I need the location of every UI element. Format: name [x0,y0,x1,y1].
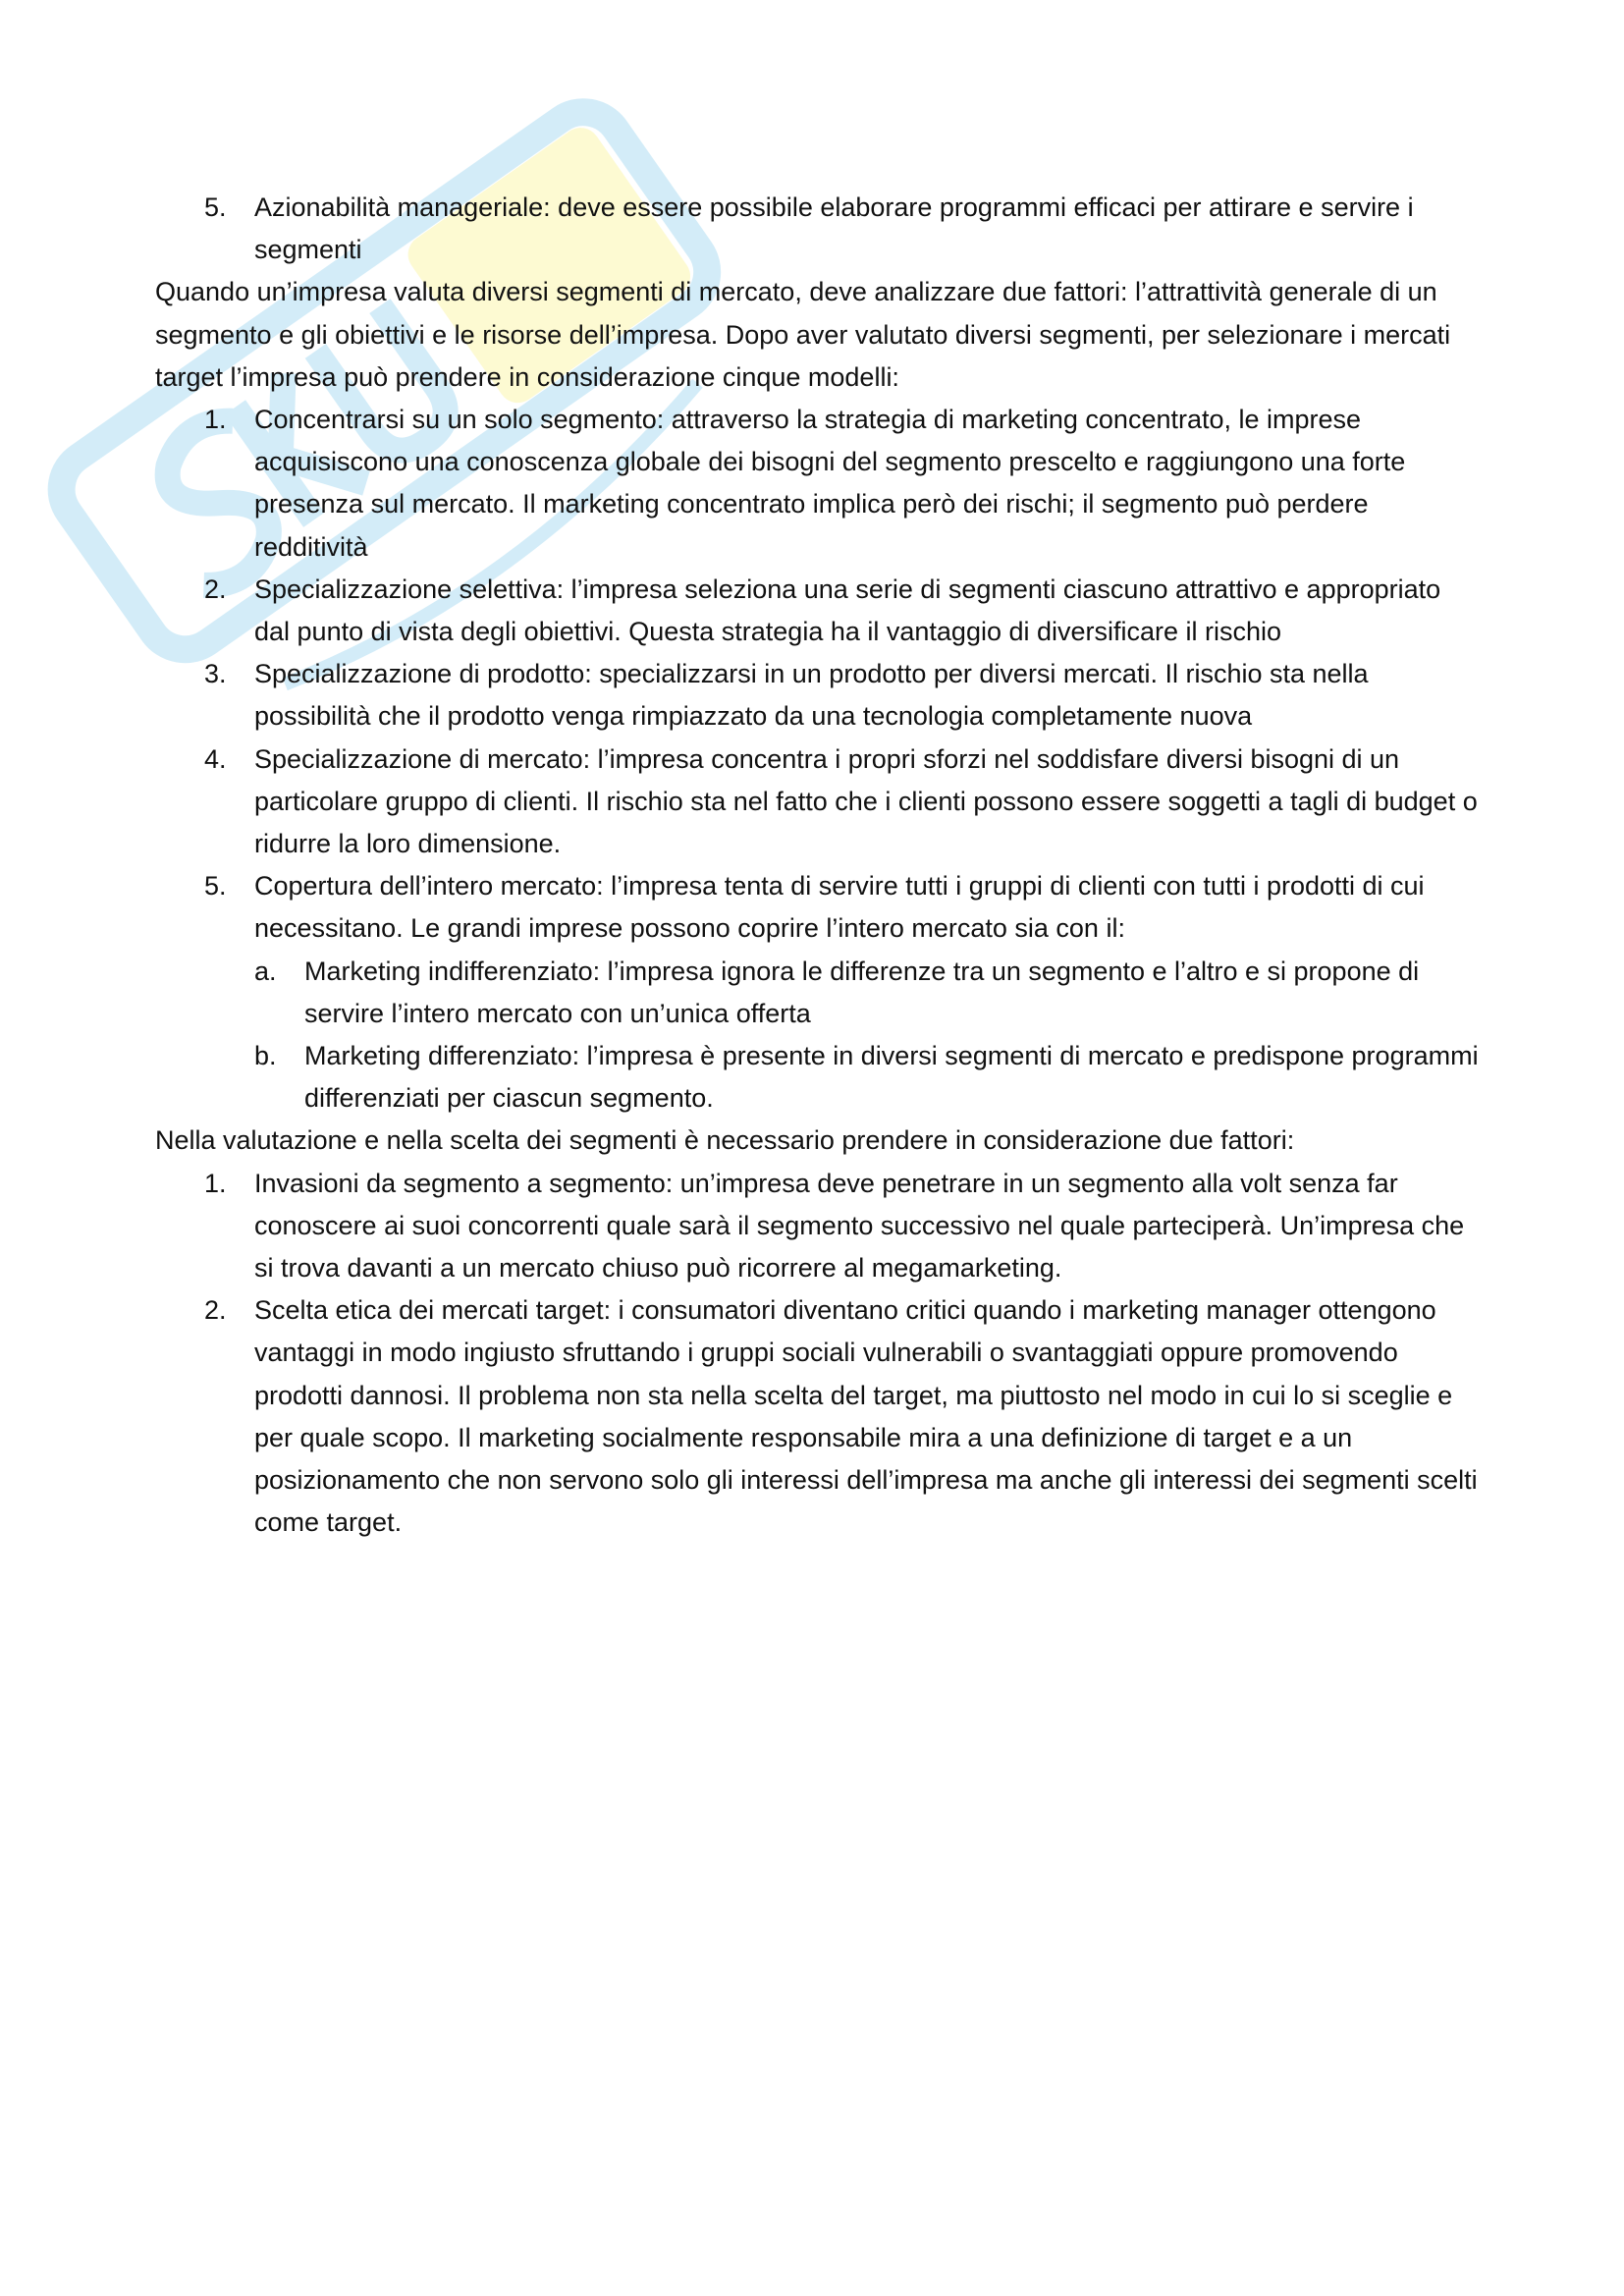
list-number: 5. [204,871,227,902]
paragraph-intro: Quando un’impresa valuta diversi segmenti di mercato, deve analizzare due fattori: l’attrattività generale di un segmento e gli obiettivi e le risorse dell’impresa. Dopo aver valutato diversi segmenti, per selezionare i mercati target l’impresa può prendere in considerazione cinque modelli: [155,277,1451,392]
list-item [155,865,1481,1120]
sublist-item [254,1035,1481,1120]
list-item-text: Specializzazione selettiva: l’impresa seleziona una serie di segmenti ciascuno attrattivo e appropriato dal punto di vista degli obiettivi. Questa strategia ha il vantaggio di diversificare il rischio [254,574,1441,647]
sublist-letter: b. [254,1041,277,1071]
list-item-text: Invasioni da segmento a segmento: un’impresa deve penetrare in un segmento alla volt senza far conoscere ai suoi concorrenti quale sarà il segmento successivo nel quale parteciperà. Un’impresa che si trova davanti a un mercato chiuso può ricorrere al megamarketing. [254,1168,1465,1284]
list-number: 5. [204,192,227,222]
list-number: 3. [204,659,227,689]
list-item [155,1163,1481,1290]
list-item-text: Specializzazione di mercato: l’impresa concentra i propri sforzi nel soddisfare diversi bisogni di un particolare gruppo di clienti. Il rischio sta nel fatto che i clienti possono essere soggetti a tagli di budget o ridurre la loro dimensione. [254,743,1478,859]
paragraph-factors: Nella valutazione e nella scelta dei segmenti è necessario prendere in considerazione due fattori: [155,1125,1295,1156]
sublist-item-text: Marketing indifferenziato: l’impresa ignora le differenze tra un segmento e l’altro e si propone di servire l’intero mercato con un’unica offerta [304,956,1420,1028]
list-item-text: Azionabilità manageriale: deve essere possibile elaborare programmi efficaci per attirare e servire i segmenti [254,192,1414,265]
list-item [155,738,1481,866]
list-item-text: Copertura dell’intero mercato: l’impresa tenta di servire tutti i gruppi di clienti con tutti i prodotti di cui necessitano. Le grandi imprese possono coprire l’intero mercato sia con il: [254,871,1425,944]
sublist-letter: a. [254,956,277,986]
factors-list [155,1163,1481,1545]
list-number: 1. [204,1168,227,1198]
list-number: 1. [204,405,227,435]
list-item [155,1289,1481,1544]
sublist-item-text: Marketing differenziato: l’impresa è presente in diversi segmenti di mercato e predispone programmi differenziati per ciascun segmento. [304,1041,1479,1114]
sublist-item [254,951,1481,1035]
list-item [155,569,1481,653]
list-item [155,653,1481,738]
intro-list [155,187,1481,271]
list-item [155,399,1481,569]
list-number: 2. [204,574,227,604]
model5-sublist [254,951,1481,1121]
list-item-text: Concentrarsi su un solo segmento: attraverso la strategia di marketing concentrato, le imprese acquisiscono una conoscenza globale dei bisogni del segmento prescelto e raggiungono una forte presenza sul mercato. Il marketing concentrato implica però dei rischi; il segmento può perdere redditività [254,405,1406,562]
list-item-text: Specializzazione di prodotto: specializzarsi in un prodotto per diversi mercati. Il rischio sta nella possibilità che il prodotto venga rimpiazzato da una tecnologia completamente nuova [254,659,1369,732]
list-number: 2. [204,1295,227,1326]
list-item-text: Scelta etica dei mercati target: i consumatori diventano critici quando i marketing manager ottengono vantaggi in modo ingiusto sfruttando i gruppi sociali vulnerabili o svantaggiati oppure promovendo prodotti dannosi. Il problema non sta nella scelta del target, ma piuttosto nel modo in cui lo si sceglie e per quale scopo. Il marketing socialmente responsabile mira a una definizione di target e a un posizionamento che non servono solo gli interessi dell’impresa ma anche gli interessi dei segmenti scelti come target. [254,1295,1478,1538]
document-page [155,187,1481,1545]
list-number: 4. [204,743,227,774]
models-list [155,399,1481,1120]
list-item [155,187,1481,271]
